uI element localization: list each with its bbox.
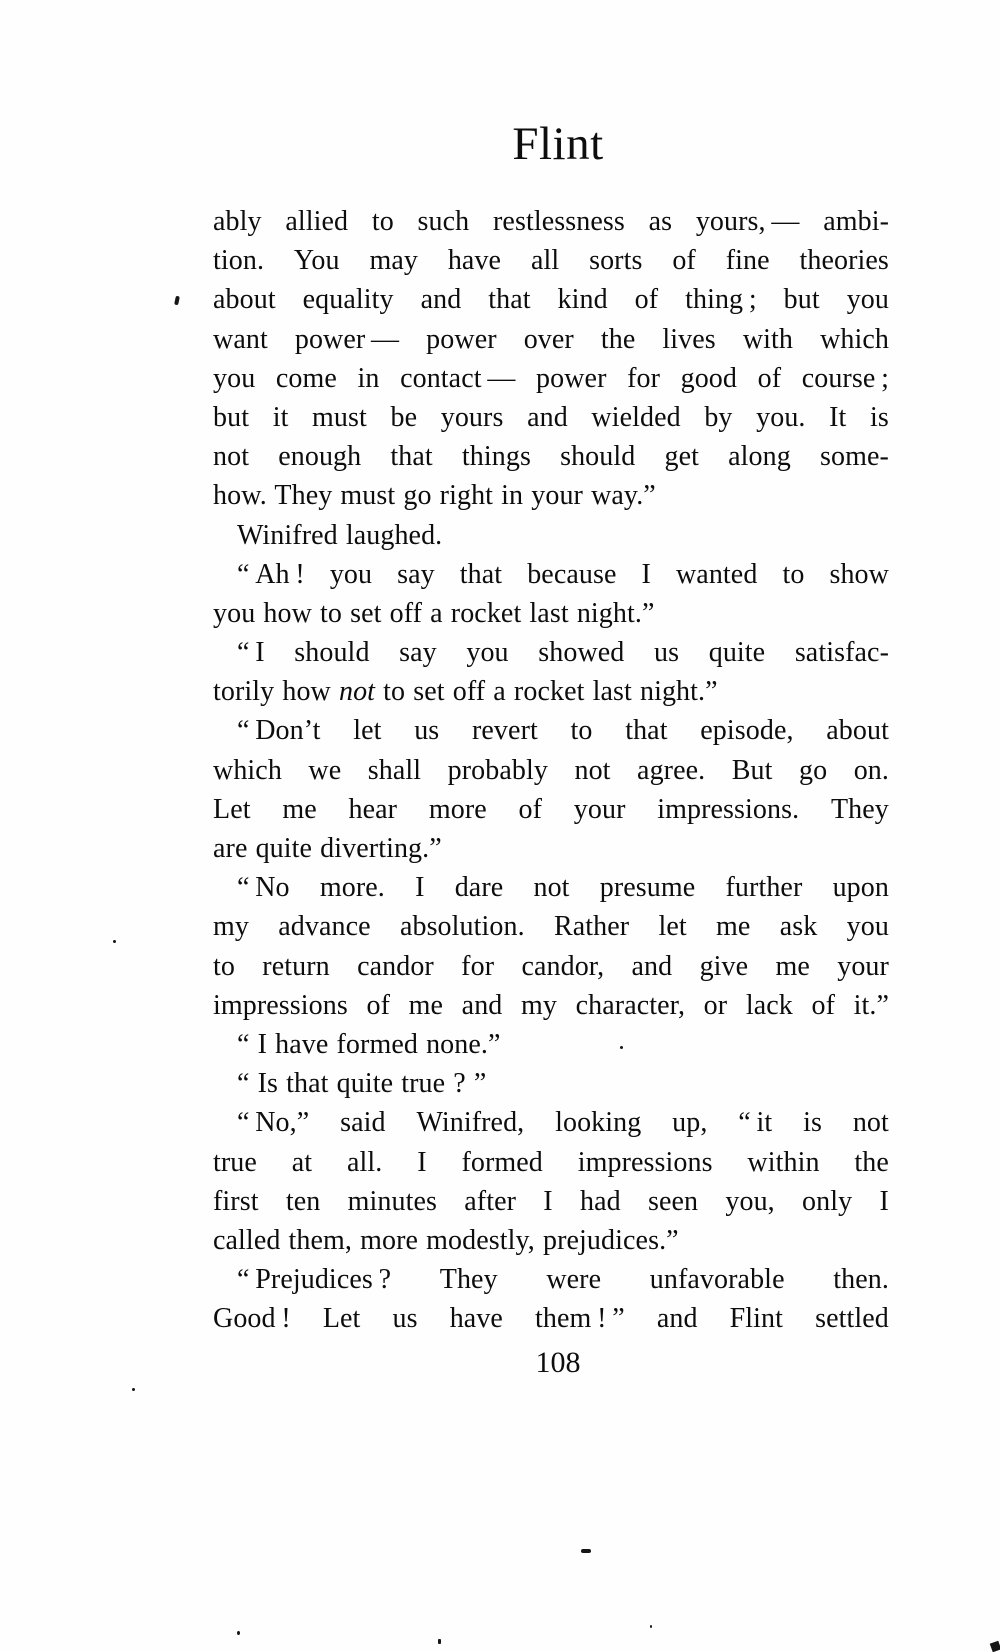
word: say: [399, 637, 437, 669]
text-line: [213, 751, 889, 790]
word: that: [488, 284, 531, 316]
word: the: [854, 1146, 889, 1178]
word: should: [294, 637, 370, 669]
word: absolution.: [399, 911, 525, 943]
text-line: [213, 790, 889, 829]
word: unfavorable: [649, 1264, 785, 1296]
word: and: [656, 1303, 698, 1335]
word: They: [830, 793, 889, 825]
word: quite: [708, 637, 766, 669]
word: Let: [213, 793, 251, 825]
word: episode,: [700, 715, 794, 747]
word: more: [428, 793, 487, 825]
word: had: [579, 1185, 621, 1217]
text-segment: “ I have formed none.”: [237, 1028, 501, 1060]
word: agree.: [637, 754, 706, 786]
word: get: [664, 441, 699, 473]
word: enough: [278, 441, 362, 473]
word: candor,: [521, 950, 605, 982]
word: about: [826, 715, 889, 747]
text-line: [213, 1025, 889, 1064]
word: I: [543, 1185, 553, 1217]
word: you,: [725, 1185, 775, 1217]
word: and: [527, 401, 568, 433]
word: but: [783, 284, 820, 316]
text-line: [213, 907, 889, 946]
text-segment: not: [338, 676, 376, 708]
word: ask: [779, 911, 818, 943]
text-line: [213, 437, 889, 476]
text-line: [213, 829, 889, 868]
word: hear: [348, 793, 398, 825]
text-line: [213, 516, 889, 555]
word: with: [742, 323, 794, 355]
word: minutes: [347, 1185, 437, 1217]
word: ably: [213, 206, 262, 237]
word: “ it: [738, 1107, 773, 1139]
text-segment: torily how: [213, 676, 339, 708]
word: all: [530, 245, 560, 277]
word: you: [846, 284, 889, 316]
word: of: [634, 284, 659, 316]
word: of: [366, 989, 391, 1021]
word: true: [213, 1146, 257, 1178]
word: It: [829, 401, 847, 433]
word: say: [397, 558, 435, 590]
scan-speck: [620, 1046, 623, 1049]
word: you: [466, 637, 509, 669]
text-line: [213, 1299, 889, 1338]
word: formed: [461, 1146, 543, 1178]
word: me: [716, 911, 751, 943]
word: show: [829, 558, 889, 590]
word: more.: [319, 872, 385, 904]
word: shall: [367, 754, 422, 786]
word: all.: [346, 1146, 383, 1178]
word: I: [415, 872, 425, 904]
text-segment: how. They must go right in your way.”: [213, 480, 656, 512]
text-line: [213, 594, 889, 633]
scan-speck: [113, 940, 116, 943]
text-line: [213, 1260, 889, 1299]
word: but: [213, 401, 250, 433]
word: ambi-: [823, 206, 889, 237]
text-line: [213, 398, 889, 437]
word: theories: [799, 245, 889, 277]
word: kind: [557, 284, 608, 316]
word: impressions.: [657, 793, 800, 825]
word: the: [600, 323, 636, 355]
word: “ Don’t: [237, 715, 321, 747]
word: it: [272, 401, 289, 433]
word: and: [631, 950, 673, 982]
word: ten: [285, 1185, 321, 1217]
running-head-title: Flint: [512, 118, 604, 170]
word: after: [464, 1185, 517, 1217]
text-line: [213, 711, 889, 750]
word: “ No,”: [237, 1107, 310, 1139]
word: we: [308, 754, 342, 786]
word: should: [560, 441, 636, 473]
word: “ Prejudices ?: [237, 1264, 392, 1296]
word: Flint: [729, 1303, 784, 1335]
word: you: [329, 558, 373, 590]
word: character,: [575, 989, 686, 1021]
text-line: [213, 986, 889, 1025]
text-line: [213, 1182, 889, 1221]
word: Let: [322, 1303, 361, 1335]
word: I: [641, 558, 651, 590]
word: But: [731, 754, 773, 786]
word: impressions: [213, 989, 348, 1021]
word: yours, —: [695, 206, 800, 237]
text-segment: are quite diverting.”: [213, 833, 442, 864]
page-number: 108: [535, 1346, 581, 1379]
word: thing ;: [685, 284, 757, 316]
word: in: [357, 362, 380, 394]
word: fine: [725, 245, 770, 277]
scan-speck: [438, 1639, 441, 1644]
word: wielded: [591, 401, 681, 433]
word: on.: [853, 754, 889, 786]
word: said: [340, 1107, 386, 1139]
word: over: [523, 323, 574, 355]
word: me: [408, 989, 444, 1021]
word: advance: [278, 911, 371, 943]
word: let: [658, 911, 687, 943]
word: about: [213, 284, 276, 316]
word: at: [291, 1146, 313, 1178]
word: impressions: [577, 1146, 713, 1178]
word: revert: [471, 715, 538, 747]
word: return: [262, 950, 330, 982]
word: let: [353, 715, 382, 747]
text-line: [213, 672, 889, 711]
word: you: [846, 911, 889, 943]
word: up,: [672, 1107, 708, 1139]
word: because: [527, 558, 617, 590]
word: only: [802, 1185, 853, 1217]
word: not: [533, 872, 570, 904]
word: further: [725, 872, 803, 904]
text-line: [213, 1143, 889, 1182]
word: “ I: [237, 637, 265, 669]
word: You: [293, 245, 340, 277]
scan-speck: [174, 296, 180, 306]
word: not: [213, 441, 250, 473]
word: your: [573, 793, 626, 825]
word: not: [574, 754, 611, 786]
word: lack: [745, 989, 793, 1021]
scan-speck: [237, 1631, 240, 1635]
word: want: [213, 323, 268, 355]
word: I: [879, 1185, 889, 1217]
text-line: [213, 868, 889, 907]
word: power: [426, 323, 497, 355]
word: restlessness: [493, 206, 625, 237]
word: “ No: [237, 872, 290, 904]
word: which: [213, 754, 282, 786]
word: that: [625, 715, 668, 747]
word: “ Ah !: [237, 558, 305, 590]
word: such: [417, 206, 470, 237]
word: which: [820, 323, 889, 355]
word: They: [439, 1264, 498, 1296]
word: lives: [662, 323, 716, 355]
word: come: [275, 362, 337, 394]
text-line: [213, 1064, 889, 1103]
word: seen: [647, 1185, 699, 1217]
scan-speck: [581, 1549, 591, 1553]
word: wanted: [675, 558, 758, 590]
text-segment: you how to set off a rocket last night.”: [213, 597, 655, 629]
word: of: [811, 989, 835, 1021]
word: first: [213, 1185, 259, 1217]
word: to: [371, 206, 394, 237]
text-line: [213, 280, 889, 319]
word: Rather: [553, 911, 630, 943]
word: dare: [454, 872, 504, 904]
word: you.: [756, 401, 806, 433]
word: good: [680, 362, 738, 394]
word: of: [672, 245, 696, 277]
word: showed: [538, 637, 625, 669]
word: to: [782, 558, 805, 590]
text-line: [213, 202, 889, 241]
word: course ;: [801, 362, 889, 394]
word: your: [837, 950, 889, 982]
word: then.: [833, 1264, 889, 1296]
word: upon: [832, 872, 889, 904]
word: by: [704, 401, 733, 433]
word: to: [213, 950, 235, 982]
word: presume: [599, 872, 696, 904]
word: be: [390, 401, 418, 433]
text-segment: to set off a rocket last night.”: [375, 676, 718, 708]
word: have: [449, 1303, 503, 1335]
word: I: [417, 1146, 427, 1178]
word: yours: [440, 401, 504, 433]
word: have: [447, 245, 502, 277]
word: power —: [294, 323, 400, 355]
text-line: [213, 947, 889, 986]
word: equality: [302, 284, 394, 316]
word: tion.: [213, 245, 265, 277]
word: within: [747, 1146, 820, 1178]
word: my: [521, 989, 557, 1021]
text-line: [213, 1221, 889, 1260]
word: of: [757, 362, 782, 394]
scan-speck: [132, 1388, 135, 1391]
word: satisfac-: [794, 637, 889, 669]
word: not: [852, 1107, 889, 1139]
text-segment: Winifred laughed.: [237, 519, 443, 551]
word: and: [461, 989, 503, 1021]
word: were: [546, 1264, 602, 1296]
word: me: [282, 793, 317, 825]
text-line: [213, 1103, 889, 1142]
word: as: [648, 206, 673, 237]
word: us: [654, 637, 680, 669]
text-line: [213, 320, 889, 359]
word: us: [392, 1303, 418, 1335]
word: it.”: [853, 989, 889, 1021]
word: that: [459, 558, 503, 590]
word: Winifred,: [416, 1107, 525, 1139]
word: give: [699, 950, 749, 982]
text-block: [213, 202, 889, 1338]
word: sorts: [589, 245, 643, 277]
word: my: [213, 911, 249, 943]
text-line: [213, 241, 889, 280]
word: candor: [357, 950, 434, 982]
text-line: [213, 555, 889, 594]
word: of: [518, 793, 543, 825]
word: must: [312, 401, 367, 433]
text-line: [213, 633, 889, 672]
word: me: [775, 950, 810, 982]
word: is: [803, 1107, 822, 1139]
text-segment: called them, more modestly, prejudices.”: [213, 1224, 679, 1256]
text-line: [213, 476, 889, 515]
scan-speck: [990, 1641, 1000, 1652]
word: is: [870, 401, 889, 433]
word: allied: [285, 206, 349, 237]
word: to: [570, 715, 593, 747]
word: Good !: [213, 1303, 291, 1335]
word: settled: [815, 1303, 889, 1335]
word: power: [536, 362, 607, 394]
word: some-: [819, 441, 889, 473]
word: along: [728, 441, 791, 473]
word: things: [461, 441, 531, 473]
word: probably: [447, 754, 548, 786]
text-line: [213, 359, 889, 398]
word: for: [627, 362, 661, 394]
word: for: [461, 950, 495, 982]
word: and: [420, 284, 462, 316]
word: looking: [555, 1107, 642, 1139]
word: us: [414, 715, 440, 747]
word: that: [390, 441, 433, 473]
word: or: [703, 989, 728, 1021]
word: may: [369, 245, 418, 277]
word: contact —: [400, 362, 516, 394]
word: you: [213, 362, 256, 394]
text-segment: “ Is that quite true ? ”: [237, 1068, 487, 1100]
word: go: [799, 754, 828, 786]
word: them ! ”: [535, 1303, 625, 1335]
scan-speck: [650, 1625, 652, 1628]
